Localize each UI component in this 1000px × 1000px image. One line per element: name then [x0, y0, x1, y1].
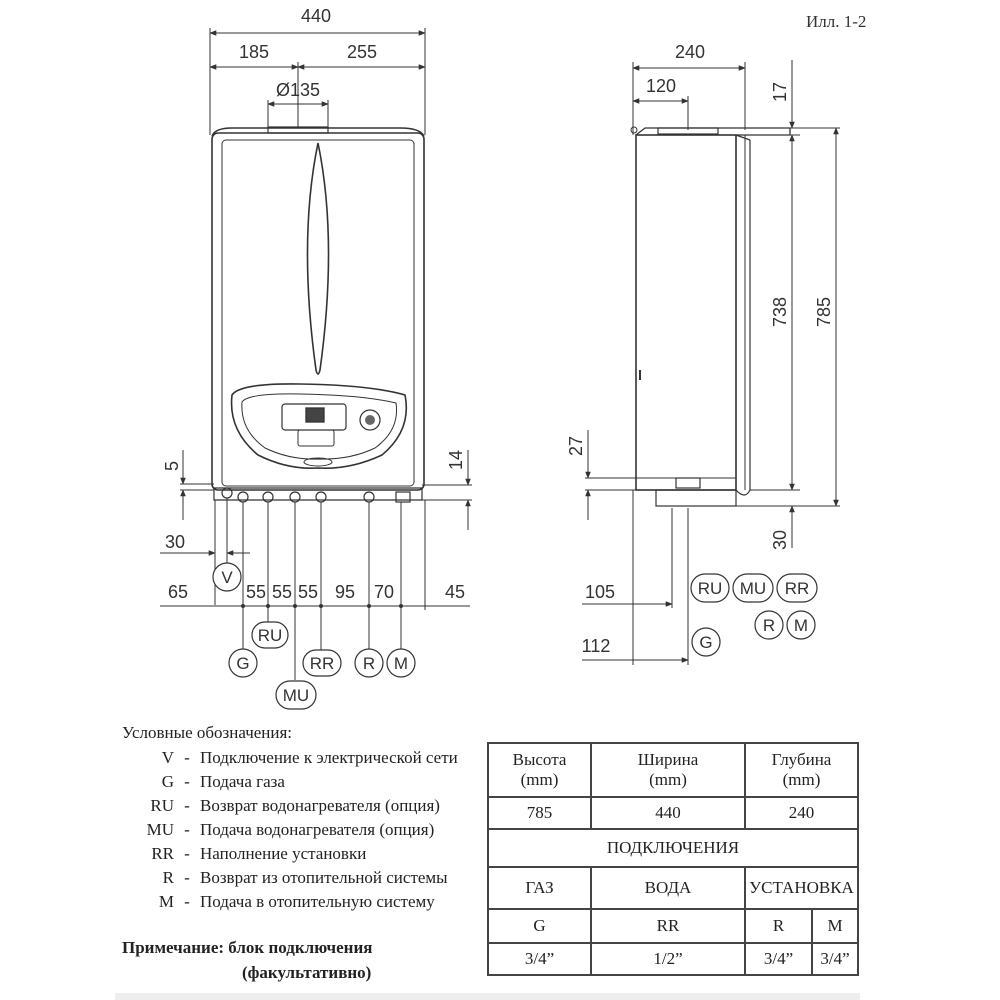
side-depth-label: 240	[674, 42, 706, 62]
svg-text:RR: RR	[784, 579, 810, 598]
legend-text: Подключение к электрической сети	[200, 748, 458, 767]
legend-code: G	[161, 772, 174, 791]
front-left-offset-label: 185	[238, 42, 270, 62]
side-height-total-label: 785	[814, 296, 834, 328]
legend-item	[122, 890, 458, 914]
legend-dash: -	[184, 844, 190, 863]
m-size: 3/4”	[812, 943, 858, 975]
legend-dash: -	[184, 748, 190, 767]
svg-text:G: G	[699, 633, 713, 652]
front-right-offset-label: 255	[346, 42, 378, 62]
legend-item	[122, 818, 458, 842]
svg-text:RU: RU	[257, 626, 283, 645]
side-dim-105-label: 105	[584, 582, 616, 602]
side-connector-RR	[777, 574, 817, 602]
legend-dash: -	[184, 868, 190, 887]
installation-header: УСТАНОВКА	[745, 867, 858, 909]
svg-text:M: M	[393, 654, 409, 673]
legend-code: RU	[150, 796, 174, 815]
front-dim-55c-label: 55	[297, 582, 319, 602]
svg-text:MU: MU	[282, 686, 310, 705]
footer-strip	[115, 993, 860, 1000]
legend-text: Подача газа	[200, 772, 285, 791]
connection-size-row	[488, 943, 858, 975]
front-connector-G	[229, 649, 257, 677]
front-connector-RU	[252, 622, 288, 648]
gas-size: 3/4”	[488, 943, 591, 975]
front-dim-70-label: 70	[373, 582, 395, 602]
legend-text: Возврат водонагревателя (опция)	[200, 796, 440, 815]
water-header: ВОДА	[591, 867, 745, 909]
svg-text:RR: RR	[309, 654, 335, 673]
side-dim-30-label: 30	[770, 529, 790, 551]
front-dim-65-label: 65	[167, 582, 189, 602]
svg-text:G: G	[236, 654, 250, 673]
note	[122, 935, 372, 985]
svg-text:R: R	[362, 654, 376, 673]
side-top-offset-label: 17	[770, 81, 790, 103]
gas-code: G	[488, 909, 591, 943]
legend-item	[122, 770, 458, 794]
side-connector-G	[692, 628, 720, 656]
note-line-2: (факультативно)	[242, 963, 372, 982]
legend-code: V	[161, 748, 174, 767]
front-connector-MU	[276, 681, 316, 709]
side-connector-RU	[691, 574, 729, 602]
depth-value: 240	[745, 797, 858, 829]
legend-code: MU	[146, 820, 174, 839]
side-half-depth-label: 120	[645, 76, 677, 96]
front-connector-V	[213, 563, 241, 591]
m-code: M	[812, 909, 858, 943]
front-dim-5-label: 5	[162, 460, 182, 472]
water-size: 1/2”	[591, 943, 745, 975]
connections-title: ПОДКЛЮЧЕНИЯ	[488, 829, 858, 867]
depth-header: Глубина (mm)	[745, 743, 858, 797]
front-dim-30-label: 30	[164, 532, 186, 552]
legend	[122, 723, 458, 914]
legend-code: M	[158, 892, 174, 911]
note-line-1: Примечание: блок подключения	[122, 938, 373, 957]
side-dim-27-label: 27	[566, 435, 586, 457]
height-value: 785	[488, 797, 591, 829]
legend-dash: -	[184, 820, 190, 839]
legend-item	[122, 794, 458, 818]
front-dim-55b-label: 55	[271, 582, 293, 602]
flue-diameter-label: Ø135	[275, 80, 321, 100]
legend-text: Возврат из отопительной системы	[200, 868, 448, 887]
connections-title-row	[488, 829, 858, 867]
legend-code: RR	[151, 844, 174, 863]
width-header: Ширина (mm)	[591, 743, 745, 797]
side-dim-112-label: 112	[581, 636, 611, 656]
side-connector-R	[755, 611, 783, 639]
width-value: 440	[591, 797, 745, 829]
legend-dash: -	[184, 772, 190, 791]
front-dim-55a-label: 55	[245, 582, 267, 602]
front-connector-R	[355, 649, 383, 677]
legend-dash: -	[184, 892, 190, 911]
spec-value-row	[488, 797, 858, 829]
front-width-label: 440	[300, 6, 332, 26]
front-connector-RR	[303, 650, 341, 676]
side-connector-M	[787, 611, 815, 639]
svg-text:M: M	[793, 616, 809, 635]
legend-text: Наполнение установки	[200, 844, 367, 863]
illustration-label: Илл. 1-2	[806, 12, 867, 31]
svg-text:V: V	[221, 568, 233, 587]
gas-header: ГАЗ	[488, 867, 591, 909]
svg-text:R: R	[762, 616, 776, 635]
legend-item	[122, 746, 458, 770]
legend-text: Подача в отопительную систему	[200, 892, 435, 911]
legend-item	[122, 866, 458, 890]
legend-code: R	[162, 868, 174, 887]
water-code: RR	[591, 909, 745, 943]
front-connector-M	[387, 649, 415, 677]
legend-title: Условные обозначения:	[122, 723, 293, 742]
r-code: R	[745, 909, 812, 943]
svg-text:MU: MU	[739, 579, 767, 598]
r-size: 3/4”	[745, 943, 812, 975]
height-header: Высота (mm)	[488, 743, 591, 797]
connection-code-row	[488, 909, 858, 943]
legend-text: Подача водонагревателя (опция)	[200, 820, 435, 839]
spec-table	[487, 742, 859, 976]
svg-text:RU: RU	[697, 579, 723, 598]
front-dim-45-label: 45	[444, 582, 466, 602]
front-dim-95-label: 95	[334, 582, 356, 602]
side-connector-MU	[733, 574, 773, 602]
spec-header-row	[488, 743, 858, 797]
connections-header-row	[488, 867, 858, 909]
front-dim-14-label: 14	[446, 449, 466, 471]
legend-item	[122, 842, 458, 866]
legend-dash: -	[184, 796, 190, 815]
side-height-inner-label: 738	[770, 296, 790, 328]
